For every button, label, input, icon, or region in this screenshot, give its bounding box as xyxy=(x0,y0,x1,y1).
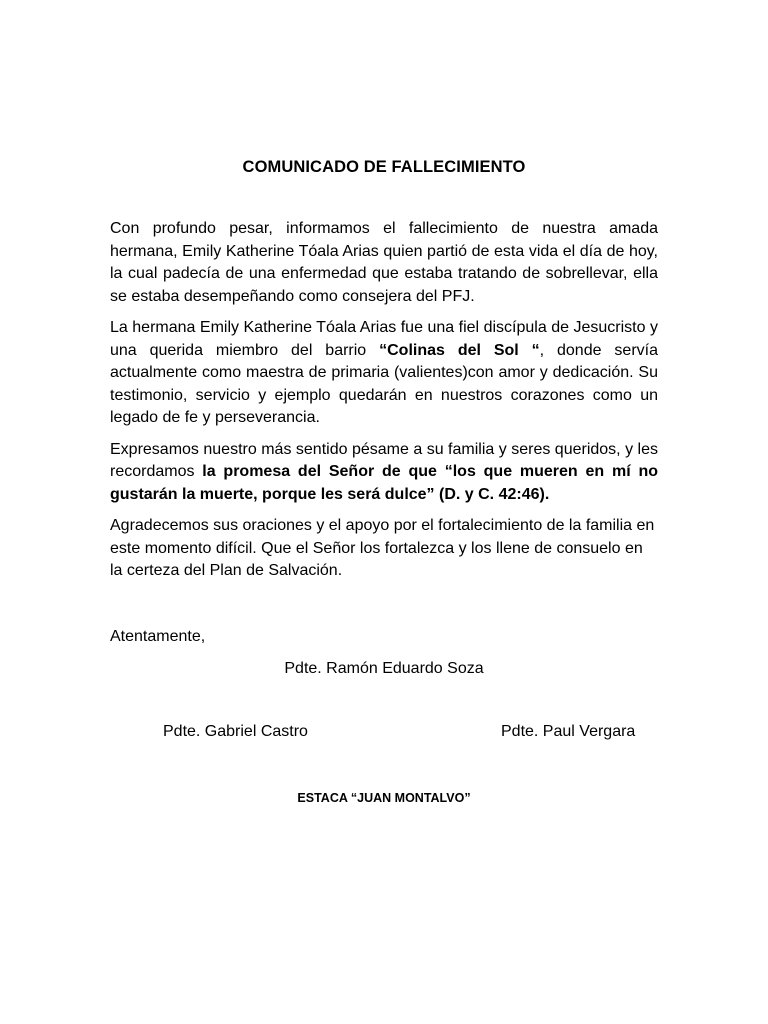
closing-salutation: Atentamente, xyxy=(110,628,206,645)
ward-name: “Colinas del Sol “ xyxy=(379,341,540,359)
signature-left: Pdte. Gabriel Castro xyxy=(163,723,308,740)
paragraph-biography-text-2: , donde servía actualmente como maestra de primaria (valientes)con amor y dedicación. Su testimonio, servicio y ejemplo quedarán en nuestros corazones como un legado de fe y perseverancia. xyxy=(110,341,658,426)
signature-right: Pdte. Paul Vergara xyxy=(501,723,636,740)
paragraph-biography-text-1: La hermana Emily Katherine Tóala Arias fue una fiel discípula de Jesucristo y una querida miembro del barrio xyxy=(110,319,658,359)
paragraph-announcement: Con profundo pesar, informamos el fallecimiento de nuestra amada hermana, Emily Katherine Tóala Arias quien partió de esta vida el día de hoy, la cual padecía de una enfermedad que estaba tratando de sobrellevar, ella se estaba desempeñando como consejera del PFJ. xyxy=(110,220,658,305)
paragraph-biography xyxy=(110,317,658,430)
document-title: COMUNICADO DE FALLECIMIENTO xyxy=(242,158,526,176)
document-body xyxy=(110,218,658,592)
scripture-quote: la promesa del Señor de que “los que mueren en mí no gustarán la muerte, porque les será dulce” (D. y C. 42:46). xyxy=(110,463,658,503)
stake-footer: ESTACA “JUAN MONTALVO” xyxy=(297,791,471,805)
paragraph-condolences xyxy=(110,439,658,507)
paragraph-gratitude: Agradecemos sus oraciones y el apoyo por el fortalecimiento de la familia en este momento difícil. Que el Señor los fortalezca y los llene de consuelo en la certeza del Plan de Salvación. xyxy=(110,517,655,579)
signature-main: Pdte. Ramón Eduardo Soza xyxy=(284,660,484,677)
paragraph-condolences-text: Expresamos nuestro más sentido pésame a su familia y seres queridos, y les recordamos xyxy=(110,440,658,480)
